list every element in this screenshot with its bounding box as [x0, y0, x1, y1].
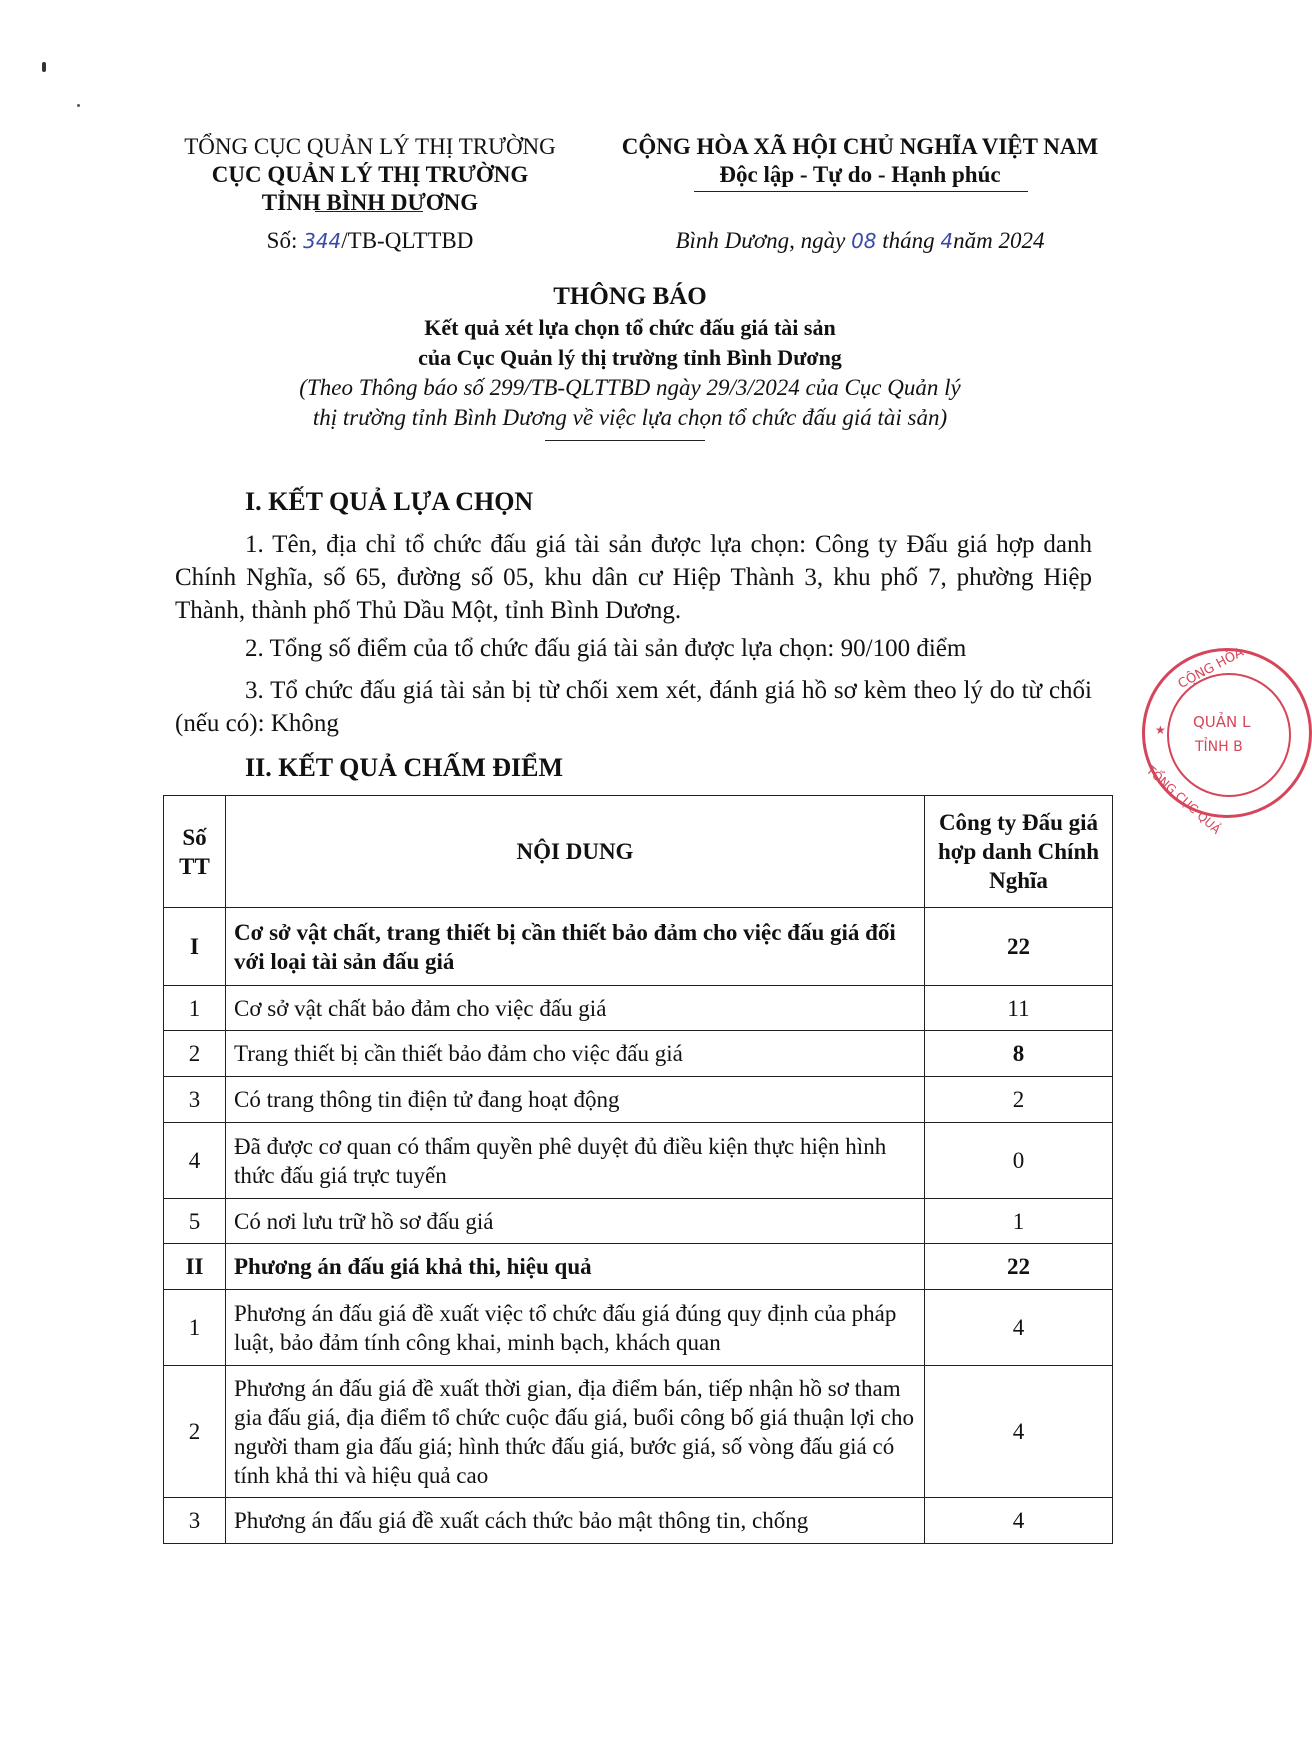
country-name: CỘNG HÒA XÃ HỘI CHỦ NGHĨA VIỆT NAM — [621, 134, 1099, 159]
table-row: 1 Cơ sở vật chất bảo đảm cho việc đấu giá 11 — [164, 986, 1113, 1031]
date-month: 4 — [940, 229, 954, 253]
table-row: I Cơ sở vật chất, trang thiết bị cần thiết bảo đảm cho việc đấu giá đối với loại tài sản đấu giá 22 — [164, 908, 1113, 986]
stamp-star: ★ — [1155, 723, 1166, 737]
stamp-text-top: CỘNG HÒA — [1175, 644, 1247, 693]
document-subtitle-2: của Cục Quản lý thị trường tỉnh Bình Dương — [418, 345, 842, 370]
table-row: 3 Có trang thông tin điện tử đang hoạt động 2 — [164, 1077, 1113, 1123]
number-suffix: /TB-QLTTBD — [341, 228, 474, 253]
official-stamp — [1142, 644, 1312, 837]
agency-name: CỤC QUẢN LÝ THỊ TRƯỜNG — [211, 162, 529, 187]
number-handwritten: 344 — [303, 229, 342, 253]
header-content: NỘI DUNG — [226, 796, 925, 908]
date-prefix: Bình Dương, ngày — [675, 228, 852, 253]
document-title: THÔNG BÁO — [553, 283, 707, 310]
document-number — [150, 228, 590, 254]
agency-province: TỈNH BÌNH DƯƠNG — [261, 190, 479, 215]
section-2-heading: II. KẾT QUẢ CHẤM ĐIỂM — [245, 753, 564, 782]
header-no: Số TT — [164, 796, 226, 908]
parent-agency: TỔNG CỤC QUẢN LÝ THỊ TRƯỜNG — [184, 134, 556, 159]
date-mid: tháng — [876, 228, 941, 253]
reference-line-1: (Theo Thông báo số 299/TB-QLTTBD ngày 29/3/2024 của Cục Quản lý — [299, 375, 961, 400]
agency-underline — [315, 211, 423, 212]
section-1-paragraph-1: 1. Tên, địa chỉ tổ chức đấu giá tài sản được lựa chọn: Công ty Đấu giá hợp danh Chính Nghĩa, số 65, đường số 05, khu dân cư Hiệp Thành 3, khu phố 7, phường Hiệp Thành, thành phố Thủ Dầu Một, tỉnh Bình Dương. — [175, 531, 1092, 624]
header-score: Công ty Đấu giá hợp danh Chính Nghĩa — [925, 796, 1113, 908]
table-header-row — [164, 796, 1113, 908]
table-row: 3 Phương án đấu giá đề xuất cách thức bảo mật thông tin, chống 4 — [164, 1498, 1113, 1544]
agency-header — [150, 133, 590, 217]
number-prefix: Số: — [266, 228, 304, 253]
scoring-table — [163, 795, 1113, 1544]
national-header — [610, 133, 1110, 189]
document-subtitle-1: Kết quả xét lựa chọn tổ chức đấu giá tài sản — [424, 315, 836, 340]
stamp-inner-ring — [1167, 673, 1291, 797]
table-row: II Phương án đấu giá khả thi, hiệu quả 22 — [164, 1244, 1113, 1290]
document-date — [610, 228, 1110, 254]
section-1-paragraph-2: 2. Tổng số điểm của tổ chức đấu giá tài sản được lựa chọn: 90/100 điểm — [245, 635, 967, 662]
reference-line-2: thị trường tỉnh Bình Dương về việc lựa chọn tổ chức đấu giá tài sản) — [312, 405, 948, 430]
table-row: 1 Phương án đấu giá đề xuất việc tổ chức đấu giá đúng quy định của pháp luật, bảo đảm tính công khai, minh bạch, khách quan 4 — [164, 1290, 1113, 1366]
scan-mark — [77, 104, 80, 107]
date-day: 08 — [851, 229, 877, 253]
stamp-text-low: TỈNH B — [1195, 739, 1243, 755]
scan-mark — [42, 62, 46, 72]
section-1-paragraph-3: 3. Tổ chức đấu giá tài sản bị từ chối xem xét, đánh giá hồ sơ kèm theo lý do từ chối (nếu có): Không — [175, 677, 1092, 737]
table-row: 5 Có nơi lưu trữ hồ sơ đấu giá 1 — [164, 1199, 1113, 1244]
section-1-heading: I. KẾT QUẢ LỰA CHỌN — [245, 487, 534, 516]
table-row: 2 Trang thiết bị cần thiết bảo đảm cho việc đấu giá 8 — [164, 1031, 1113, 1077]
motto: Độc lập - Tự do - Hạnh phúc — [719, 162, 1001, 187]
stamp-text-mid: QUẢN L — [1193, 713, 1251, 731]
motto-underline — [694, 191, 1028, 192]
stamp-text-ring: TỔNG CỤC QUẢ — [1143, 763, 1224, 837]
table-row: 4 Đã được cơ quan có thẩm quyền phê duyệt đủ điều kiện thực hiện hình thức đấu giá trực tuyến 0 — [164, 1123, 1113, 1199]
table-row: 2 Phương án đấu giá đề xuất thời gian, địa điểm bán, tiếp nhận hồ sơ tham gia đấu giá, địa điểm tổ chức cuộc đấu giá, buổi công bố giá thuận lợi cho người tham gia đấu giá; hình thức đấu giá, bước giá, số vòng đấu giá có tính khả thi và hiệu quả cao 4 — [164, 1366, 1113, 1498]
title-divider — [545, 440, 705, 441]
date-suffix: năm 2024 — [953, 228, 1045, 253]
document-title-block — [150, 281, 1110, 433]
